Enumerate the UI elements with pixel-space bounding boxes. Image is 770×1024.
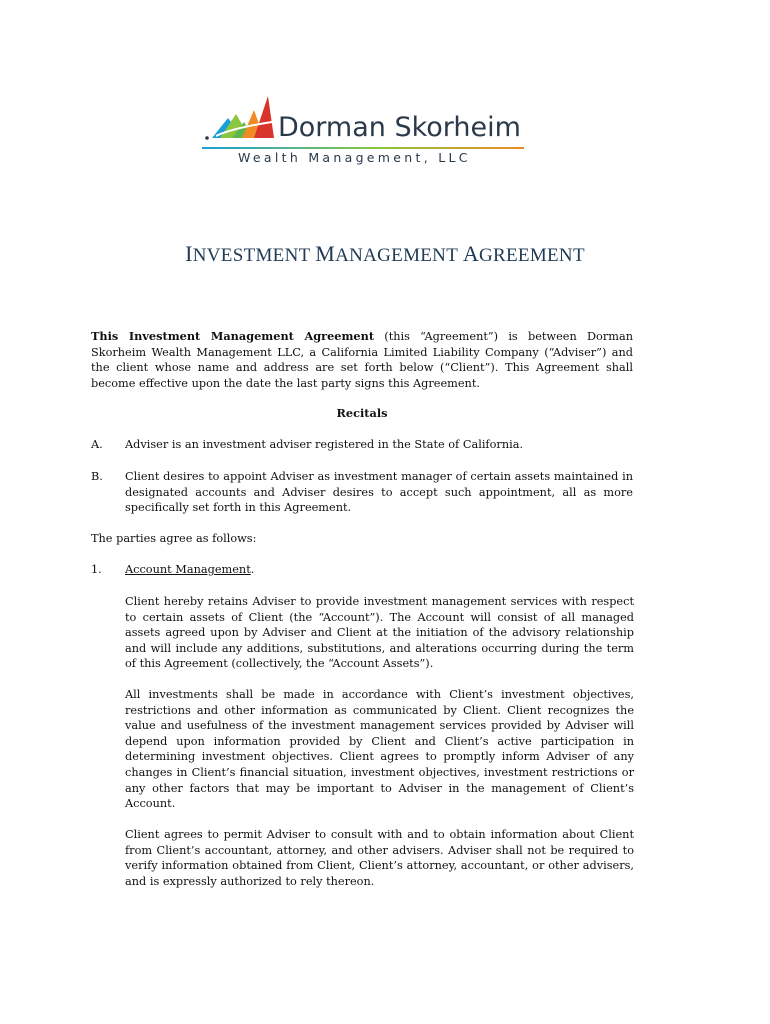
company-name: Dorman Skorheim: [278, 112, 521, 143]
company-subtitle: Wealth Management, LLC: [238, 150, 471, 165]
document-title: INVESTMENT MANAGEMENT AGREEMENT: [185, 241, 585, 266]
recital-text: Client desires to appoint Adviser as investment manager of certain assets maintained in designated accounts and Adviser desires to accept such appointment, all as more specifically set forth in this Agreement.: [125, 470, 633, 515]
mountain-logo-icon: [198, 92, 278, 148]
company-logo: [198, 92, 528, 164]
agree-text: The parties agree as follows:: [91, 532, 257, 545]
section-paragraph: Client hereby retains Adviser to provide investment management services with respect to certain assets of Client (the “Account”). The Account will consist of all managed assets agreed upon by Adviser and Client at the initiation of the advisory relationship and will include any additions, substitutions, and alterations occurring during the term of this Agreement (collectively, the “Account Assets”).: [125, 595, 634, 671]
recital-item: [91, 437, 633, 453]
recitals-heading: Recitals: [336, 406, 388, 420]
section-heading: [91, 562, 633, 578]
intro-bold: This Investment Management Agreement: [91, 329, 375, 343]
intro-text: (this “Agreement”) is between Dorman Skorheim Wealth Management LLC, a California Limited Liability Company (“Adviser”) and the client whose name and address are set forth below (“Client”). This Agreement shall become effective upon the date the last party signs this Agreement.: [91, 330, 633, 390]
section-paragraph: All investments shall be made in accordance with Client’s investment objectives, restrictions and other information as communicated by Client. Client recognizes the value and usefulness of the investment management services provided by Adviser will depend upon information provided by Client and Client’s active participation in determining investment objectives. Client agrees to promptly inform Adviser of any changes in Client’s financial situation, investment objectives, investment restrictions or any other factors that may be important to Adviser in the management of Client’s Account.: [125, 688, 634, 811]
recital-label: B.: [91, 470, 103, 483]
intro-paragraph: [91, 329, 633, 391]
logo-rule: [202, 147, 524, 149]
section-number: 1.: [91, 563, 102, 576]
recital-text: Adviser is an investment adviser registered in the State of California.: [125, 438, 524, 451]
recital-item: [91, 469, 633, 517]
section-title: Account Management.: [125, 563, 255, 576]
recital-label: A.: [91, 438, 103, 451]
section-paragraph: Client agrees to permit Adviser to consult with and to obtain information about Client from Client’s accountant, attorney, and other advisers. Adviser shall not be required to verify information obtained from Client, Client’s attorney, accountant, or other advisers, and is expressly authorized to rely thereon.: [125, 828, 634, 888]
